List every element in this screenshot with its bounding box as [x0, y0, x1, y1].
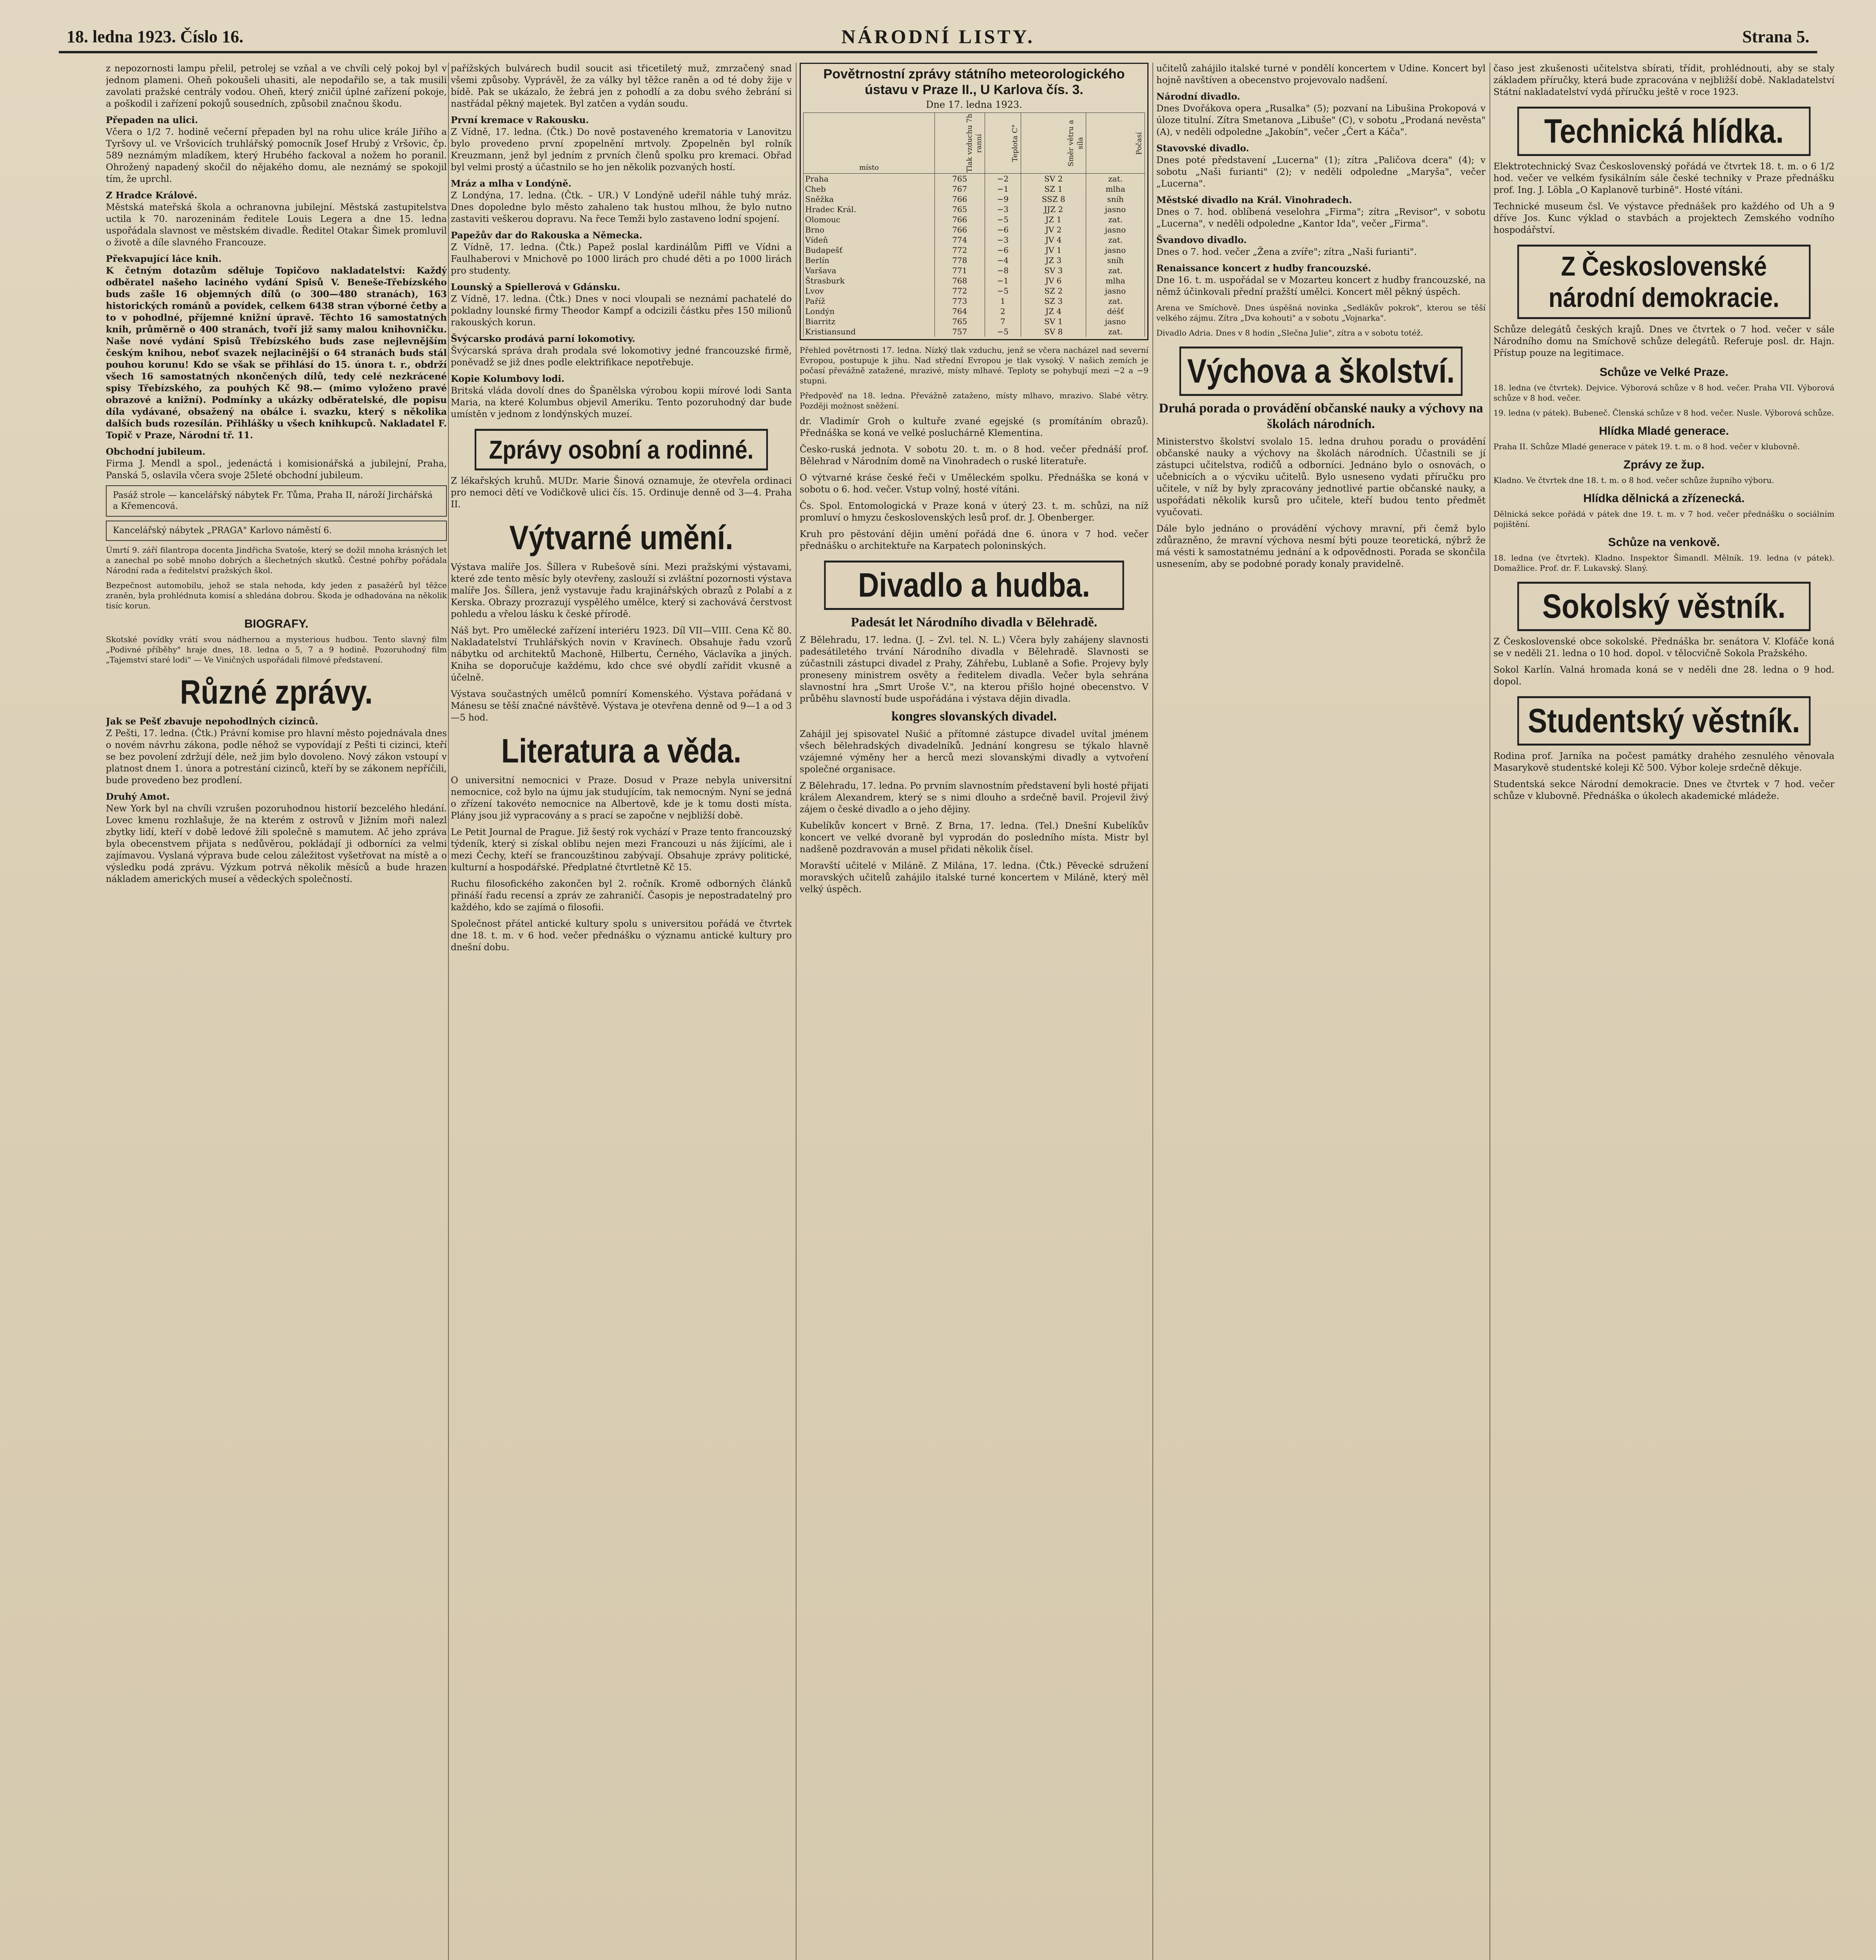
- weather-cell: JV 4: [1021, 235, 1086, 245]
- weather-row: [804, 276, 1145, 286]
- weather-cell: Varšava: [804, 265, 935, 276]
- article-text: Z Bělehradu, 17. ledna. Po prvním slavnostním představení byli hosté přijati králem Alexandrem, který se s nimi dlouho a srdečně bavil. Projevil živý zájem o české divadlo a o jeho dějiny.: [800, 781, 1148, 815]
- small-notice: Divadlo Adria. Dnes v 8 hodin „Slečna Julie", zítra a v sobotu totéž.: [1156, 328, 1423, 338]
- article-text: Z Vídně, 17. ledna. (Čtk.) Papež poslal kardinálům Piffl ve Vídni a Faulhaberovi v Mnichově po 1000 lirách pro chudé děti a po 1000 lirách pro studenty.: [451, 242, 792, 276]
- weather-cell: jasno: [1086, 245, 1145, 255]
- weather-cell: 1: [985, 296, 1021, 306]
- weather-cell: JZ 4: [1021, 306, 1086, 316]
- weather-cell: jasno: [1086, 286, 1145, 296]
- weather-row: [804, 286, 1145, 296]
- weather-row: [804, 327, 1145, 337]
- article-text: Ruchu filosofického zakončen byl 2. ročník. Kromě odborných článků přináší řadu recensí a zpráv ze zahraničí. Časopis je nepostradatelný pro každého, kdo se zajímá o filosofii.: [451, 879, 792, 913]
- weather-cell: 765: [935, 316, 985, 327]
- weather-column-header: Teplota C°: [985, 113, 1021, 174]
- weather-cell: Sněžka: [804, 194, 935, 204]
- weather-row: [804, 265, 1145, 276]
- article-text: Dnes o 7. hod. oblíbená veselohra „Firma"; zítra „Revisor", v sobotu „Lucerna", v neděli odpoledne „Kantor Ida", večer „Firma".: [1156, 207, 1486, 229]
- weather-cell: Praha: [804, 174, 935, 184]
- weather-row: [804, 306, 1145, 316]
- article-text: O výtvarné kráse české řeči v Uměleckém spolku. Přednáška se koná v sobotu o 6. hod. večer. Vstup volný, hosté vítáni.: [800, 473, 1148, 495]
- weather-cell: SZ 2: [1021, 286, 1086, 296]
- article-text: Technické museum čsl. Ve výstavce přednášek pro každého od Uh a 9 dříve Jos. Kunc výklad o stavbách a projektech Zemského vodního hospodářství.: [1493, 201, 1834, 235]
- small-notice: Praha II. Schůze Mladé generace v pátek 19. t. m. o 8 hod. večer v klubovně.: [1493, 442, 1800, 451]
- weather-cell: −2: [985, 174, 1021, 184]
- weather-cell: jasno: [1086, 225, 1145, 235]
- article-text: Firma J. Mendl a spol., jedenáctá i komisionářská a jubilejní, Praha, Panská 5, oslavila včera svoje 25leté obchodní jubileum.: [106, 459, 447, 481]
- weather-cell: −3: [985, 204, 1021, 214]
- article-text: pařížských bulvárech budil soucit asi třicetiletý muž, zmrzačený snad všemi způsoby. Vyprávěl, že za války byl těžce raněn a od té doby žije v bídě. Pak se ukázalo, že žebrá jen z pohodlí a za dobu svého žebrání si nastřádal pěkný majetek. Byl zatčen a vydán soudu.: [451, 64, 792, 109]
- article-text: Zahájil jej spisovatel Nušić a přítomné zástupce divadel uvítal jménem všech bělehradských divadelníků. Jednání kongresu se týkalo hlavně vzájemné výměny her a herců mezi slovanskými divadly a vytvoření společné organisace.: [800, 729, 1148, 775]
- article-text: O universitní nemocnici v Praze. Dosud v Praze nebyla universitní nemocnice, což bylo na újmu jak studujícím, tak nemocným. Nyní se jedná o zřízení takovéto nemocnice na Albertově, kde je k tomu dosti místa. Plány jsou již vypracovány a s prací se započne v nejbližší době.: [451, 775, 792, 821]
- weather-date: Dne 17. ledna 1923.: [926, 99, 1022, 110]
- article-text: Schůze delegátů českých krajů. Dnes ve čtvrtek o 7 hod. večer v sále Národního domu na Smíchově schůze delegátů. Referuje posl. dr. Hajn. Přístup pouze na legitimace.: [1493, 325, 1834, 358]
- weather-cell: 757: [935, 327, 985, 337]
- article-heading: Mráz a mlha v Londýně.: [451, 178, 572, 189]
- weather-cell: −3: [985, 235, 1021, 245]
- weather-cell: Biarritz: [804, 316, 935, 327]
- weather-cell: 765: [935, 204, 985, 214]
- subsection-heading: Schůze ve Velké Praze.: [1599, 366, 1729, 379]
- weather-cell: SV 3: [1021, 265, 1086, 276]
- small-notice: 18. ledna (ve čtvrtek). Kladno. Inspektor Šimandl. Mělník. 19. ledna (v pátek). Domažlice. Prof. dr. F. Lukavský. Slaný.: [1493, 553, 1834, 573]
- weather-row: [804, 194, 1145, 204]
- section-heading-ruzne-zpravy: Různé zprávy.: [180, 673, 373, 711]
- article-text: Z lékařských kruhů. MUDr. Marie Šinová oznamuje, že otevřela ordinaci pro nemoci dětí ve Vodičkově ulici čís. 15. Ordinuje denně od 3—4. Praha II.: [451, 476, 792, 510]
- weather-cell: JJZ 2: [1021, 204, 1086, 214]
- article-subheading: Padesát let Národního divadla v Bělehradě.: [851, 615, 1098, 630]
- article-heading: Švandovo divadlo.: [1156, 235, 1247, 245]
- weather-cell: 771: [935, 265, 985, 276]
- column-2: [451, 63, 792, 1960]
- section-heading-divadlo: Divadlo a hudba.: [824, 561, 1124, 610]
- article-text: Britská vláda dovolí dnes do Španělska výrobou kopii mírové lodi Santa Maria, na které Kolumbus objevil Ameriku. Tento pozoruhodný dar bude umístěn v jednom z londýnských muzeí.: [451, 386, 792, 419]
- article-heading: Kopie Kolumbovy lodi.: [451, 374, 564, 384]
- article-text: Rodina prof. Jarníka na počest památky drahého zesnulého věnovala Masarykově studentské koleji Kč 500. Výbor koleje srdečně děkuje.: [1493, 751, 1834, 773]
- weather-row: [804, 235, 1145, 245]
- weather-cell: 768: [935, 276, 985, 286]
- weather-body: [804, 174, 1145, 337]
- column-5: [1493, 63, 1834, 1960]
- article-text: Dnes poté představení „Lucerna" (1); zítra „Paličova dcera" (4); v sobotu „Naši furianti" (2); v neděli odpoledne „Maryša", večer „Lucerna".: [1156, 155, 1486, 189]
- article-text: učitelů zahájilo italské turné v pondělí koncertem v Udine. Koncert byl hojně navštíven a obecenstvo projevovalo nadšení.: [1156, 64, 1486, 85]
- weather-cell: mlha: [1086, 184, 1145, 194]
- article-heading: Švýcarsko prodává parní lokomotivy.: [451, 334, 635, 344]
- weather-cell: JV 6: [1021, 276, 1086, 286]
- weather-cell: 772: [935, 286, 985, 296]
- small-notice: Bezpečnost automobilu, jehož se stala nehoda, kdy jeden z pasažérů byl těžce zraněn, byla prohlédnuta komisí a shledána dobrou. Škoda je odhadována na několik tisíc korun.: [106, 581, 447, 610]
- weather-cell: −1: [985, 276, 1021, 286]
- weather-cell: déšť: [1086, 306, 1145, 316]
- weather-cell: −4: [985, 255, 1021, 265]
- weather-cell: 7: [985, 316, 1021, 327]
- weather-cell: 766: [935, 194, 985, 204]
- weather-column-header: Tlak vzduchu 7h ranní: [935, 113, 985, 174]
- page-header: [59, 24, 1817, 53]
- weather-cell: Paříž: [804, 296, 935, 306]
- weather-cell: 764: [935, 306, 985, 316]
- weather-cell: Cheb: [804, 184, 935, 194]
- column-3: [800, 63, 1148, 1960]
- column-rule: [1152, 63, 1153, 1960]
- weather-cell: 765: [935, 174, 985, 184]
- section-heading-vytvarne-umeni: Výtvarné umění.: [509, 519, 733, 557]
- weather-cell: zat.: [1086, 265, 1145, 276]
- weather-cell: 766: [935, 214, 985, 225]
- section-heading-technicka: Technická hlídka.: [1517, 107, 1811, 156]
- small-notice: 18. ledna (ve čtvrtek). Dejvice. Výborová schůze v 8 hod. večer. Praha VII. Výborová schůze v 8 hod. večer.: [1493, 383, 1834, 403]
- weather-cell: zat.: [1086, 214, 1145, 225]
- section-heading-zpravy-osobni: Zprávy osobní a rodinné.: [475, 429, 768, 470]
- weather-cell: −5: [985, 327, 1021, 337]
- weather-cell: sníh: [1086, 194, 1145, 204]
- article-text: Z Československé obce sokolské. Přednáška br. senátora V. Klofáče koná se v neděli 21. ledna o 10 hod. dopol. v tělocvičně Sokola Pražského.: [1493, 637, 1834, 659]
- weather-summary: Přehled povětrnosti 17. ledna. Nízký tlak vzduchu, jenž se včera nacházel nad severní Evropou, postupuje k jihu. Nad střední Evropou je tlak vysoký. V našich zemích je počasí převážně zatažené, mrazivé, místy mlhavé. Teploty se pohybují mezi −2 a −9 stupni.: [800, 345, 1148, 385]
- weather-cell: zat.: [1086, 235, 1145, 245]
- weather-cell: SV 2: [1021, 174, 1086, 184]
- article-heading: Z Hradce Králové.: [106, 190, 198, 201]
- weather-column-header: místo: [804, 113, 935, 174]
- article-text: z nepozornosti lampu přelil, petrolej se vzňal a ve chvíli celý pokoj byl v jednom plameni. Oheň pokoušeli uhasiti, ale nepodařilo se, a tak musili zavolati pražské centrály vodou. Oheň, který zničil úplné zařízení pokoje, a poškodil i zařízení pokojů sousedních, způsobil značnou škodu.: [106, 64, 447, 109]
- weather-cell: Vídeň: [804, 235, 935, 245]
- article-text: Z Londýna, 17. ledna. (Čtk. – UR.) V Londýně udeřil náhle tuhý mráz. Dnes dopoledne bylo město zahaleno tak hustou mlhou, že bylo nutno zastaviti veškerou dopravu. Na řece Temži bylo zastaveno lodní spojení.: [451, 191, 792, 224]
- article-heading: Stavovské divadlo.: [1156, 143, 1249, 154]
- weather-column-header: Směr větru a síla: [1021, 113, 1086, 174]
- article-text: dr. Vladimír Groh o kultuře zvané egejské (s promítáním obrazů). Přednáška se koná ve velké posluchárně Klementina.: [800, 416, 1148, 438]
- article-text: Z Vídně, 17. ledna. (Čtk.) Do nově postaveného krematoria v Lanovitzu bylo provedeno první zpopelnění mrtvoly. Zpopelněn byl rolník Kreuzmann, jenž byl jedním z prvních členů spolku pro kremaci. Obřad byl velmi prostý a účastnilo se ho jen několik pozvaných hostí.: [451, 127, 792, 172]
- weather-row: [804, 316, 1145, 327]
- section-heading-biografy: BIOGRAFY.: [244, 617, 308, 630]
- article-heading: Lounský a Spiellerová v Gdánsku.: [451, 282, 620, 292]
- small-notice: Dělnická sekce pořádá v pátek dne 19. t. m. v 7 hod. večer přednášku o sociálním pojištění.: [1493, 509, 1834, 529]
- article-heading: Druhý Amot.: [106, 791, 170, 802]
- article-text: Městská mateřská škola a ochranovna jubilejní. Městská zastupitelstva uctila k 70. narozeninám ředitele Louis Legera a dne 15. ledna uspořádala slavnost ve městském divadle. Ředitel Otakar Šimek promluvil o životě a díle slavného Francouze.: [106, 202, 447, 248]
- ad-text: Kancelářský nábytek „PRAGA" Karlovo náměstí 6.: [113, 526, 332, 535]
- weather-cell: JV 2: [1021, 225, 1086, 235]
- weather-cell: zat.: [1086, 174, 1145, 184]
- weather-row: [804, 245, 1145, 255]
- article-text: Z Bělehradu, 17. ledna. (J. – Zvl. tel. N. L.) Včera byly zahájeny slavnosti padesátiletého trvání Národního divadla v Bělehradě. Slavnosti se zúčastnili zástupci divadel z Prahy, Záhřebu, Lublaně a Sofie. Projevy byly proneseny ministrem osvěty a ředitelem divadla. Večer byla sehrána slavnostní hra „Smrt Uroše V.", na kterou přišlo hojné obecenstvo. V průběhu slavností bude uspořádána i výstava dějin divadla.: [800, 635, 1148, 704]
- article-text: Moravští učitelé v Miláně. Z Milána, 17. ledna. (Čtk.) Pěvecké sdružení moravských učitelů zahájilo italské turné koncertem v Miláně, který měl velký úspěch.: [800, 861, 1148, 895]
- weather-cell: 766: [935, 225, 985, 235]
- subsection-heading: Schůze na venkově.: [1608, 536, 1720, 549]
- section-heading-narodni-demokracie: Z Československé národní demokracie.: [1517, 245, 1811, 319]
- weather-cell: Olomouc: [804, 214, 935, 225]
- weather-cell: Budapešť: [804, 245, 935, 255]
- article-heading: Renaissance koncert z hudby francouzské.: [1156, 263, 1372, 274]
- weather-row: [804, 225, 1145, 235]
- weather-cell: 773: [935, 296, 985, 306]
- small-notice: Skotské povídky vrátí svou nádhernou a mysterious hudbou. Tento slavný film „Podivné příběhy" hraje dnes, 18. ledna o 5, 7 a 9 hodině. Pozoruhodný film „Tajemství staré lodi" — Ve Viničných uspořádali filmové představení.: [106, 635, 447, 664]
- section-heading-literatura: Literatura a věda.: [501, 732, 742, 770]
- article-text: Z Pešti, 17. ledna. (Čtk.) Právní komise pro hlavní město pojednávala dnes o novém návrhu zákona, podle něhož se vypovídají z Pešti ti cizinci, kteří se bez povolení zdržují déle, než jim bylo dovoleno. Nový zákon vstoupí v platnost dnem 1. února a potrestání cizinců, kteří by se zákonem nepříčili, bude provedeno bez prodlení.: [106, 728, 447, 786]
- small-notice: 19. ledna (v pátek). Bubeneč. Členská schůze v 8 hod. večer. Nusle. Výborová schůze.: [1493, 408, 1834, 417]
- weather-cell: mlha: [1086, 276, 1145, 286]
- weather-cell: SZ 1: [1021, 184, 1086, 194]
- masthead: NÁRODNÍ LISTY.: [841, 25, 1035, 47]
- article-text: Společnost přátel antické kultury spolu s universitou pořádá ve čtvrtek dne 18. t. m. v 6 hod. večer přednášku o významu antické kultury pro dnešní dobu.: [451, 919, 792, 953]
- weather-row: [804, 204, 1145, 214]
- article-text: Sokol Karlín. Valná hromada koná se v neděli dne 28. ledna o 9 hod. dopol.: [1493, 665, 1834, 687]
- article-text: Dnes Dvořákova opera „Rusalka" (5); pozvaní na Libušina Prokopová v úloze titulní. Zítra Smetanova „Libuše" (C), v sobotu „Prodaná nevěsta" (A), v neděli odpoledne „Jakobín", večer „Čert a Káča".: [1156, 103, 1486, 137]
- weather-column-header: Počasí: [1086, 113, 1145, 174]
- weather-row: [804, 174, 1145, 184]
- advert-text: K četným dotazům sděluje Topičovo nakladatelství: Každý odběratel našeho laciného vydání Spisů V. Beneše-Třebízského buds zašle 16 objemných dílů (o 300—480 stranách), 163 historických románů a povídek, celkem 6438 stran výborné četby a to v pohodlné, příjemné knižní úpravě. Těchto 16 samostatných knih, průměrně o 400 stranách, tvoří již samy malou knihovničku. Naše nové vydání Spisů Třebízského buds zase nejlevnějším českým knihou, neboť svazek nejlacinější o 64 stranách buds stál pouhou korunu! Kdo se však se přihlásí do 15. února t. r., obdrží všech 16 samostatných nkončených dílů, tedy celé nezkrácené spisy Třebízského, za pouhých Kč 98.— (mimo vyloženo pravé obrazové a knižní). Podmínky a ukázky odběratelské, dle popisu díla vydávané, obsažený na obálce i. svazku, který s několika dalších buds rozesílán. Přihlášky u všech knihkupců. Nakladatel F. Topič v Praze, Národní tř. 11.: [106, 265, 447, 441]
- small-notice: Arena ve Smíchově. Dnes úspěšná novinka „Sedlákův pokrok", kterou se těší velkého zájmu. Zítra „Dva kohouti" a v sobotu „Vojnarka".: [1156, 303, 1486, 323]
- weather-table: [803, 113, 1145, 337]
- weather-cell: Lvov: [804, 286, 935, 296]
- weather-title: Povětrnostní zprávy státního meteorologického ústavu v Praze II., U Karlova čís. 3.: [823, 67, 1125, 97]
- classified-ad: [106, 521, 447, 541]
- article-text: Kruh pro pěstování dějin umění pořádá dne 6. února v 7 hod. večer přednášku o architektuře na Karpatech poloninských.: [800, 529, 1148, 551]
- weather-cell: zat.: [1086, 327, 1145, 337]
- weather-cell: 774: [935, 235, 985, 245]
- weather-cell: −1: [985, 184, 1021, 194]
- article-text: Z Vídně, 17. ledna. (Čtk.) Dnes v noci vloupali se neznámí pachatelé do pokladny lounské firmy Theodor Kampf a odcizili částku přes 150 milionů rakouských korun.: [451, 294, 792, 328]
- article-heading: Přepaden na ulici.: [106, 115, 198, 125]
- weather-cell: SV 1: [1021, 316, 1086, 327]
- weather-cell: jasno: [1086, 204, 1145, 214]
- article-text: Náš byt. Pro umělecké zařízení interiéru 1923. Díl VII—VIII. Cena Kč 80. Nakladatelství Truhlářských novin v Kravínech. Obsahuje řadu vzorů nábytku od architektů Machoně, Hilbertu, Černého, Václavíka a jiných. Kniha se doporučuje každému, kdo chce své obydlí zařídit vkusně a účelně.: [451, 626, 792, 683]
- weather-cell: 772: [935, 245, 985, 255]
- article-heading: Městské divadlo na Král. Vinohradech.: [1156, 195, 1352, 205]
- article-text: Dnes o 7. hod. večer „Žena a zvíře"; zítra „Naši furianti".: [1156, 247, 1417, 257]
- weather-cell: −5: [985, 214, 1021, 225]
- column-rule: [448, 63, 449, 1960]
- weather-cell: zat.: [1086, 296, 1145, 306]
- weather-row: [804, 214, 1145, 225]
- article-subheading: kongres slovanských divadel.: [891, 709, 1057, 724]
- article-heading: Národní divadlo.: [1156, 91, 1240, 102]
- weather-cell: Štrasburk: [804, 276, 935, 286]
- weather-row: [804, 184, 1145, 194]
- weather-cell: 2: [985, 306, 1021, 316]
- weather-cell: −6: [985, 245, 1021, 255]
- ad-text: Pasáž strole — kancelářský nábytek Fr. Tůma, Praha II, nároží Jirchářská a Křemencová.: [113, 490, 433, 511]
- weather-cell: SV 8: [1021, 327, 1086, 337]
- weather-row: [804, 296, 1145, 306]
- weather-report: [800, 63, 1148, 340]
- weather-cell: Londýn: [804, 306, 935, 316]
- column-4: [1156, 63, 1486, 1960]
- weather-cell: JZ 1: [1021, 214, 1086, 225]
- issue-date: 18. ledna 1923. Číslo 16.: [67, 27, 244, 46]
- article-text: New York byl na chvíli vzrušen pozoruhodnou historií bezcelého hledání. Lovec kmenu rozhlašuje, že na kterém z ostrovů v Jižním moři nalezl zbytky lidí, kteří v době ledové žili společně s mamutem. Ač jeho zpráva byla obecenstvem přijata s nedůvěrou, pokládají ji odborníci za velmi zajímavou. Vyslaná výprava bude celou záležitost vyšetřovat na místě a o výsledku podá zprávu. Výzkum potrvá několik měsíců a bude hrazen nákladem amerických museí a vědeckých společností.: [106, 804, 447, 884]
- article-text: časo jest zkušenosti učitelstva sbírati, třídit, prohlédnouti, aby se staly základem příručky, která bude zpracována v nejbližší době. Nakladatelství Státní nakladatelství vydá příručku ještě v roce 1923.: [1493, 64, 1834, 97]
- weather-cell: SZ 3: [1021, 296, 1086, 306]
- subsection-heading: Hlídka dělnická a zřízenecká.: [1583, 492, 1745, 505]
- article-text: Studentská sekce Národní demokracie. Dnes ve čtvrtek v 7 hod. večer schůze v klubovně. Přednáška o úkolech akademické mládeže.: [1493, 779, 1834, 801]
- weather-cell: −5: [985, 286, 1021, 296]
- weather-row: [804, 255, 1145, 265]
- weather-cell: sníh: [1086, 255, 1145, 265]
- column-1: [106, 63, 447, 1960]
- article-text: Elektrotechnický Svaz Československý pořádá ve čtvrtek 18. t. m. o 6 1/2 hod. večer ve velkém fysikálním sále české techniky v Praze přednášku prof. Ing. J. Löbla „O Kaplanově turbině". Hosté vítáni.: [1493, 162, 1834, 195]
- article-text: Dne 16. t. m. uspořádal se v Mozarteu koncert z hudby francouzské, na němž účinkovali přední pražští umělci. Koncert měl pěkný úspěch.: [1156, 275, 1486, 297]
- weather-header-row: [804, 113, 1145, 174]
- small-notice: Úmrtí 9. září filantropa docenta Jindřicha Svatoše, který se dožil mnoha krásných let a zanechal po sobě mnoho dobrých a šlechetných skutků. Čestné pohřby pořádala Národní rada a ředitelství pražských škol.: [106, 545, 447, 575]
- weather-cell: −6: [985, 225, 1021, 235]
- article-heading: Papežův dar do Rakouska a Německa.: [451, 230, 642, 241]
- article-text: Výstava součastných umělců pomnírí Komenského. Výstava pořádaná v Mánesu se těší značné návštěvě. Výstava je otevřena denně od 9—1 a od 3—5 hod.: [451, 689, 792, 723]
- weather-cell: Berlín: [804, 255, 935, 265]
- section-heading-studentsky: Studentský věstník.: [1517, 696, 1811, 746]
- weather-cell: 778: [935, 255, 985, 265]
- section-heading-vychova: Výchova a školství.: [1179, 347, 1462, 396]
- article-text: Kubelíkův koncert v Brně. Z Brna, 17. ledna. (Tel.) Dnešní Kubelíkův koncert ve velké dvoraně byl vyprodán do posledního místa. Mistr byl nadšeně pozdravován a musel přidati několik čísel.: [800, 821, 1148, 855]
- section-heading-sokolsky: Sokolský věstník.: [1517, 582, 1811, 631]
- article-text: Čs. Spol. Entomologická v Praze koná v úterý 23. t. m. schůzi, na níž promluví o hmyzu československých lesů prof. dr. J. Obenberger.: [800, 501, 1148, 523]
- weather-cell: 767: [935, 184, 985, 194]
- article-text: Včera o 1/2 7. hodině večerní přepaden byl na rohu ulice krále Jiřího a Tyršovy ul. ve Vršovicích truhlářský pomocník Josef Hrubý z Vršovic, čp. 589 neznámým mladíkem, který Hrubého fackoval a nožem ho poranil. Ohrožený napadený skočil do nějakého domu, ale neznámý se spokojil tím, že uprchl.: [106, 127, 447, 184]
- weather-cell: −9: [985, 194, 1021, 204]
- article-heading: Jak se Pešť zbavuje nepohodlných cizinců.: [106, 716, 318, 727]
- article-heading: Obchodní jubileum.: [106, 446, 206, 457]
- weather-forecast: Předpověď na 18. ledna. Převážně zataženo, místy mlhavo, mrazivo. Slabé větry. Později možnost sněžení.: [800, 391, 1148, 410]
- weather-cell: jasno: [1086, 316, 1145, 327]
- weather-cell: JZ 3: [1021, 255, 1086, 265]
- weather-cell: JV 1: [1021, 245, 1086, 255]
- article-text: Výstava malíře Jos. Šíllera v Rubešově síni. Mezi pražskými výstavami, které zde tento měsíc byly otevřeny, zaslouží si zvláštní pozornosti výstava malíře Jos. Šíllera, jenž vystavuje řadu krajinářských obrazů z Polabí a z Kerska. Obrazy prozrazují vyspělého umělce, který si zachovává čerstvost pohledu a vřelou lásku k české přírodě.: [451, 562, 792, 619]
- weather-cell: −8: [985, 265, 1021, 276]
- subsection-heading: Zprávy ze žup.: [1623, 458, 1705, 471]
- weather-cell: SSZ 8: [1021, 194, 1086, 204]
- classified-ad: [106, 485, 447, 517]
- article-text: Dále bylo jednáno o provádění výchovy mravní, při čemž bylo zdůrazněno, že mravní výchova nesmí býti pouze teoretická, nýbrž že má vésti k samostatnému jednání a k odpovědnosti. Porada se skončila usnesením, aby se podobné porady konaly pravidelně.: [1156, 524, 1486, 569]
- subsection-heading: Hlídka Mladé generace.: [1599, 425, 1729, 437]
- article-text: Švýcarská správa drah prodala své lokomotivy jedné francouzské firmě, poněvadž se již dnes podle elektrifikace nepotřebuje.: [451, 346, 792, 368]
- weather-cell: Brno: [804, 225, 935, 235]
- article-text: Česko-ruská jednota. V sobotu 20. t. m. o 8 hod. večer přednáší prof. Bělehrad v Národním domě na Vinohradech o ruské literatuře.: [800, 445, 1148, 466]
- article-heading: První kremace v Rakousku.: [451, 115, 589, 125]
- article-text: Ministerstvo školství svolalo 15. ledna druhou poradu o provádění občanské nauky a výchovy na školách národních. Účastnili se jí zástupci učitelstva, rodičů a odborníci. Jednáno bylo o osnovách, o učebnicích a o výcviku učitelů. Bylo usneseno vydati příručku pro učitele, v níž by byly zpracovány jednotlivé partie občanské nauky, a uspořádati několik kursů pro učitele, kteří budou tento předmět vyučovati.: [1156, 437, 1486, 517]
- page-number: Strana 5.: [1742, 27, 1809, 46]
- article-subheading: Druhá porada o provádění občanské nauky a výchovy na školách národních.: [1159, 401, 1483, 431]
- article-text: Le Petit Journal de Prague. Již šestý rok vychází v Praze tento francouzský týdeník, který si získal oblibu nejen mezi Francouzi u nás žijícími, ale i mezi Čechy, kteří se francouzštinou zabývají. Obsahuje zprávy politické, kulturní a hospodářské. Předplatné čtvrtletně Kč 15.: [451, 827, 792, 873]
- weather-cell: Kristiansund: [804, 327, 935, 337]
- weather-cell: Hradec Král.: [804, 204, 935, 214]
- small-notice: Kladno. Ve čtvrtek dne 18. t. m. o 8 hod. večer schůze župního výboru.: [1493, 475, 1774, 485]
- article-heading: Překvapující láce knih.: [106, 254, 222, 264]
